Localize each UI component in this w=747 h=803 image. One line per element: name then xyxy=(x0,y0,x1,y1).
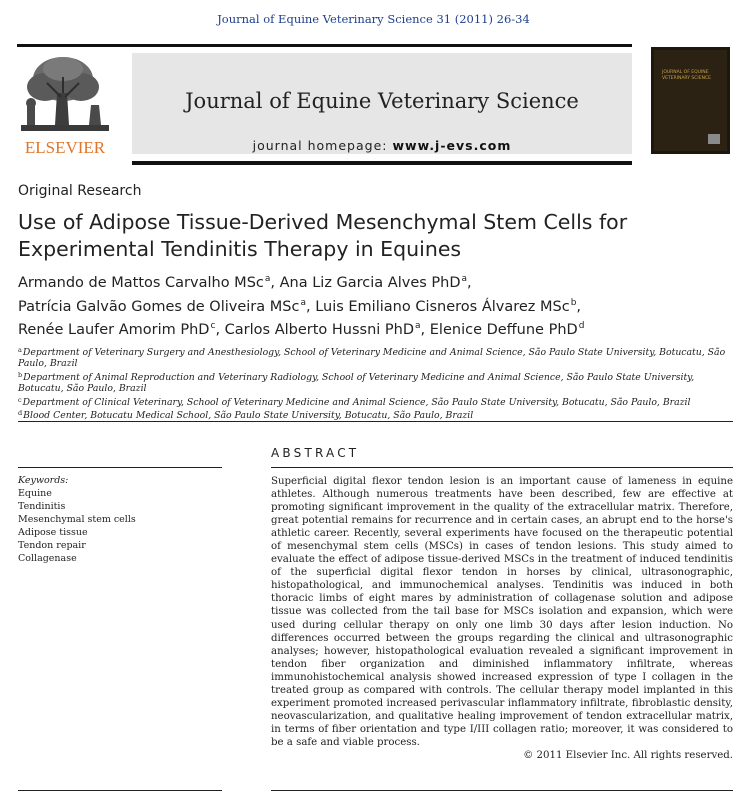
affiliation-list xyxy=(18,345,736,421)
journal-homepage xyxy=(132,138,632,153)
journal-citation[interactable]: Journal of Equine Veterinary Science 31 (2011) 26-34 xyxy=(217,12,530,26)
affiliation-mark[interactable]: a xyxy=(300,297,306,308)
author-name[interactable]: Carlos Alberto Hussni PhD xyxy=(224,322,415,338)
keyword-item[interactable]: Tendinitis xyxy=(18,501,66,512)
abstract-paragraph: Superficial digital flexor tendon lesion is an important cause of lameness in equine athletes. Although numerous treatments have been described, few are effective at promoting significant improvement in the quality of the extracellular matrix. Therefore, great potential remains for recurrence and in certain cases, an abrupt end to the horse's athletic career. Recently, several experiments have focused on the therapeutic potential of mesenchymal stem cells (MSCs) in cases of tendon lesions. This study aimed to evaluate the effect of adipose tissue-derived MSCs in the treatment of induced tendinitis of the superficial digital flexor tendon in horses by clinical, ultrasonographic, histopathological, and immunochemical analyses. Tendinitis was induced in both thoracic limbs of eight mares by administration of collagenase solution and adipose tissue was collected from the tail base for MSCs isolation and expansion, which were used during cellular therapy on only one limb 30 days after lesion induction. No differences occurred between the groups regarding the clinical and ultrasonographic analyses; however, histopathological evaluation revealed a significant improvement in tendon fiber organization and diminished inflammatory infiltrate, whereas immunohistochemical analysis showed increased expression of type I collagen in the treated group as compared with controls. The cellular therapy model implanted in this experiment promoted increased perivascular inflammatory infiltrate, fibroblastic density, neovascularization, and qualitative healing improvement of tendon extracellular matrix, in terms of fiber orientation and type I/III collagen ratio; moreover, it was considered to be a safe and viable process. xyxy=(271,476,733,748)
affiliation-mark[interactable]: c xyxy=(210,321,216,331)
keyword-item[interactable]: Adipose tissue xyxy=(18,527,88,538)
elsevier-wordmark: ELSEVIER xyxy=(24,138,106,157)
affiliation-item: $^c$Department of Clinical Veterinary, School of Veterinary Medicine and Animal Science, São Paulo State University, Botucatu, São Paulo, Brazil xyxy=(18,395,691,408)
keyword-item[interactable]: Mesenchymal stem cells xyxy=(18,514,136,525)
keyword-item[interactable]: Equine xyxy=(18,488,52,499)
keyword-item[interactable]: Collagenase xyxy=(18,553,77,564)
homepage-link[interactable]: www.j-evs.com xyxy=(392,138,512,153)
affiliation-mark[interactable]: a xyxy=(415,321,421,331)
keyword-list xyxy=(18,474,136,565)
elsevier-tree-icon xyxy=(17,53,113,157)
abstract-bottom-divider xyxy=(271,790,733,791)
copyright-notice: © 2011 Elsevier Inc. All rights reserved. xyxy=(523,749,733,761)
author-name[interactable]: Luis Emiliano Cisneros Álvarez MSc xyxy=(315,298,570,315)
journal-name: Journal of Equine Veterinary Science xyxy=(185,89,579,113)
keywords-heading: Keywords: xyxy=(18,475,69,486)
affiliation-mark[interactable]: b xyxy=(570,297,577,308)
article-type: Original Research xyxy=(18,183,142,199)
abstract-divider xyxy=(271,467,733,468)
author-name[interactable]: Ana Liz Garcia Alves PhD xyxy=(279,275,461,291)
section-divider xyxy=(18,421,733,422)
cover-emblem-icon xyxy=(708,134,720,144)
journal-masthead xyxy=(132,53,632,154)
keywords-divider xyxy=(18,467,222,468)
homepage-label: journal homepage: xyxy=(252,138,388,153)
abstract-text xyxy=(271,475,733,762)
header-rule-top xyxy=(17,44,632,47)
affiliation-mark[interactable]: d xyxy=(578,321,585,331)
author-name[interactable]: Patrícia Galvão Gomes de Oliveira MSc xyxy=(18,298,300,315)
keyword-item[interactable]: Tendon repair xyxy=(18,540,86,551)
affiliation-item: $^b$Department of Animal Reproduction and Veterinary Radiology, School of Veterinary Medicine and Animal Science, São Paulo State University, Botucatu, São Paulo, Brazil xyxy=(18,370,695,395)
author-name[interactable]: Renée Laufer Amorim PhD xyxy=(18,322,210,338)
abstract-heading: ABSTRACT xyxy=(271,446,360,460)
header-rule-bottom xyxy=(132,161,632,165)
keywords-bottom-divider xyxy=(18,790,222,791)
journal-cover-thumbnail[interactable] xyxy=(651,47,730,154)
author-list: Armando de Mattos Carvalho MSc$^a$, Ana Liz Garcia Alves PhD$^a$, Patrícia Galvão Gomes de Oliveira MSc$^a$, Luis Emiliano Cisneros Álvarez MSc$^b$, Renée Laufer Amorim PhD$^c$, Carlos Alberto Hussni PhD$^a$, Elenice Deffune PhD$^d$ xyxy=(18,274,585,338)
affiliation-item: $^a$Department of Veterinary Surgery and Anesthesiology, School of Veterinary Medicine and Animal Science, São Paulo State University, Botucatu, São Paulo, Brazil xyxy=(18,346,726,370)
affiliation-item: $^d$Blood Center, Botucatu Medical School, São Paulo State University, Botucatu, São Paulo, Brazil xyxy=(18,409,474,422)
author-name[interactable]: Elenice Deffune PhD xyxy=(429,322,578,338)
affiliation-mark[interactable]: a xyxy=(461,274,468,284)
author-name[interactable]: Armando de Mattos Carvalho MSc xyxy=(18,275,264,291)
elsevier-logo[interactable] xyxy=(17,53,113,157)
article-title: Use of Adipose Tissue-Derived Mesenchymal Stem Cells for Experimental Tendinitis Therapy in Equines xyxy=(18,210,628,261)
affiliation-mark[interactable]: a xyxy=(264,274,271,284)
cover-title: JOURNAL OF EQUINE VETERINARY SCIENCE xyxy=(662,70,711,81)
